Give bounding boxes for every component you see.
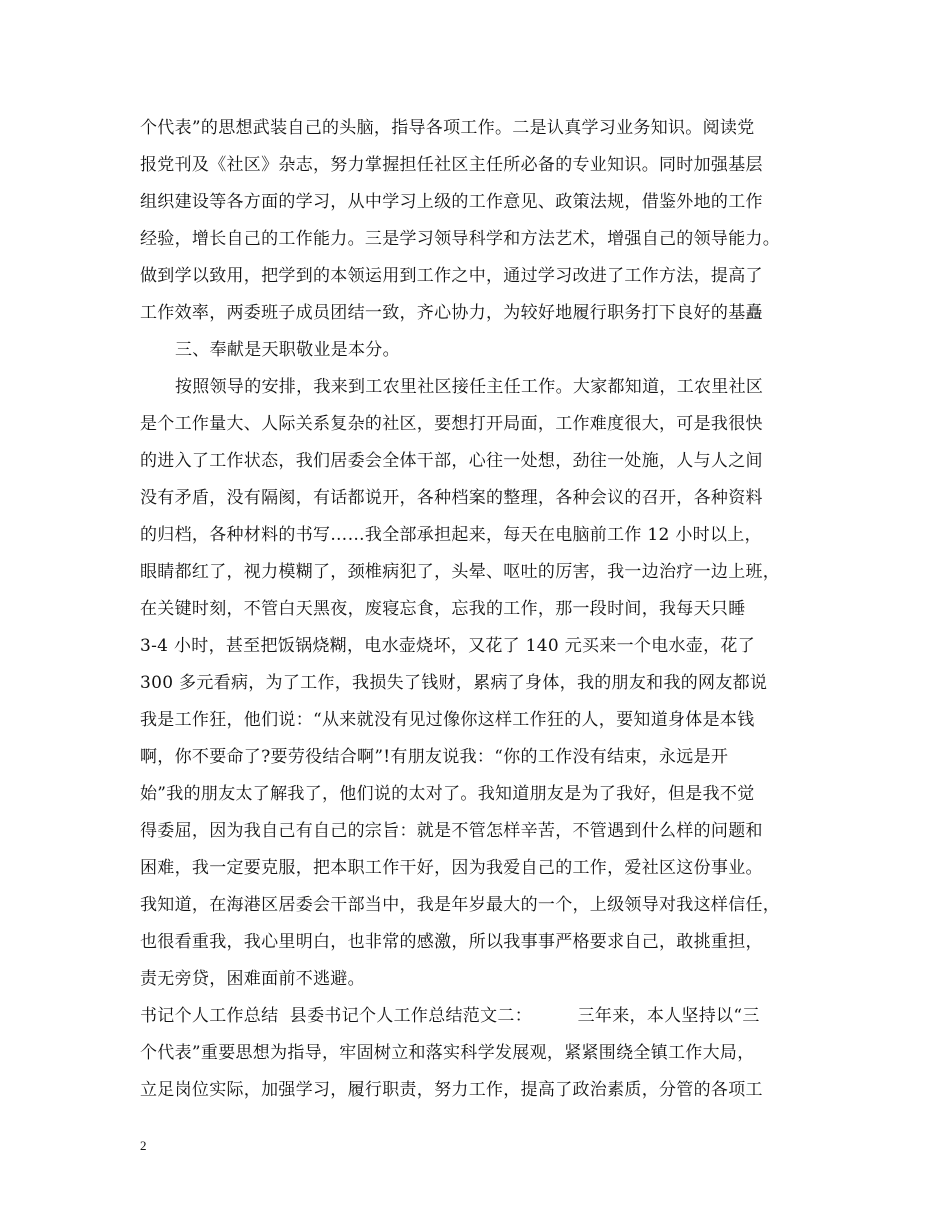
text-line: 没有矛盾，没有隔阂，有话都说开，各种档案的整理，各种会议的召开，各种资料 <box>140 488 763 508</box>
text-line: 报党刊及《社区》杂志，努力掌握担任社区主任所必备的专业知识。同时加强基层 <box>140 155 763 175</box>
section-heading: 三、奉献是天职敬业是本分。 <box>175 340 400 360</box>
text-line: 困难，我一定要克服，把本职工作干好，因为我爱自己的工作，爱社区这份事业。 <box>140 858 763 878</box>
text-line: 书记个人工作总结 县委书记个人工作总结范文二： 三年来，本人坚持以“三 <box>140 1006 760 1026</box>
page-number: 2 <box>140 1138 147 1153</box>
text-line: 始”我的朋友太了解我了，他们说的太对了。我知道朋友是为了我好，但是我不觉 <box>140 784 755 804</box>
text-line: 3-4 小时，甚至把饭锅烧糊，电水壶烧坏，又花了 140 元买来一个电水壶，花了 <box>140 636 756 656</box>
text-line: 组织建设等各方面的学习，从中学习上级的工作意见、政策法规，借鉴外地的工作 <box>140 192 763 212</box>
text-line: 在关键时刻，不管白天黑夜，废寝忘食，忘我的工作，那一段时间，我每天只睡 <box>140 599 746 619</box>
text-line: 个代表”重要思想为指导，牢固树立和落实科学发展观，紧紧围绕全镇工作大局， <box>140 1043 755 1063</box>
text-line: 啊，你不要命了?要劳役结合啊”!有朋友说我：“你的工作没有结束，永远是开 <box>140 747 729 767</box>
text-line: 得委屈，因为我自己有自己的宗旨：就是不管怎样辛苦，不管遇到什么样的问题和 <box>140 821 763 841</box>
text-line: 也很看重我，我心里明白，也非常的感激，所以我事事严格要求自己，敢挑重担， <box>140 932 763 952</box>
text-line: 眼睛都红了，视力模糊了，颈椎病犯了，头晕、呕吐的厉害，我一边治疗一边上班， <box>140 562 781 582</box>
text-line: 我知道，在海港区居委会干部当中，我是年岁最大的一个，上级领导对我这样信任， <box>140 895 781 915</box>
text-line: 做到学以致用，把学到的本领运用到工作之中，通过学习改进了工作方法，提高了 <box>140 266 763 286</box>
text-line: 个代表”的思想武装自己的头脑，指导各项工作。二是认真学习业务知识。阅读党 <box>140 118 755 138</box>
text-line: 立足岗位实际，加强学习，履行职责，努力工作，提高了政治素质，分管的各项工 <box>140 1080 763 1100</box>
text-line: 的进入了工作状态，我们居委会全体干部，心往一处想，劲往一处施，人与人之间 <box>140 451 763 471</box>
text-line: 工作效率，两委班子成员团结一致，齐心协力，为较好地履行职务打下良好的基矗 <box>140 303 763 323</box>
text-line: 责无旁贷，困难面前不逃避。 <box>140 969 365 989</box>
text-line: 我是工作狂，他们说：“从来就没有见过像你这样工作狂的人，要知道身体是本钱 <box>140 710 755 730</box>
text-line: 经验，增长自己的工作能力。三是学习领导科学和方法艺术，增强自己的领导能力。 <box>140 229 781 249</box>
text-line: 的归档，各种材料的书写……我全部承担起来，每天在电脑前工作 12 小时以上， <box>140 525 762 545</box>
text-line: 是个工作量大、人际关系复杂的社区，要想打开局面，工作难度很大，可是我很快 <box>140 414 763 434</box>
text-line: 按照领导的安排，我来到工农里社区接任主任工作。大家都知道，工农里社区 <box>175 377 764 397</box>
text-line: 300 多元看病，为了工作，我损失了钱财，累病了身体，我的朋友和我的网友都说 <box>140 673 768 693</box>
